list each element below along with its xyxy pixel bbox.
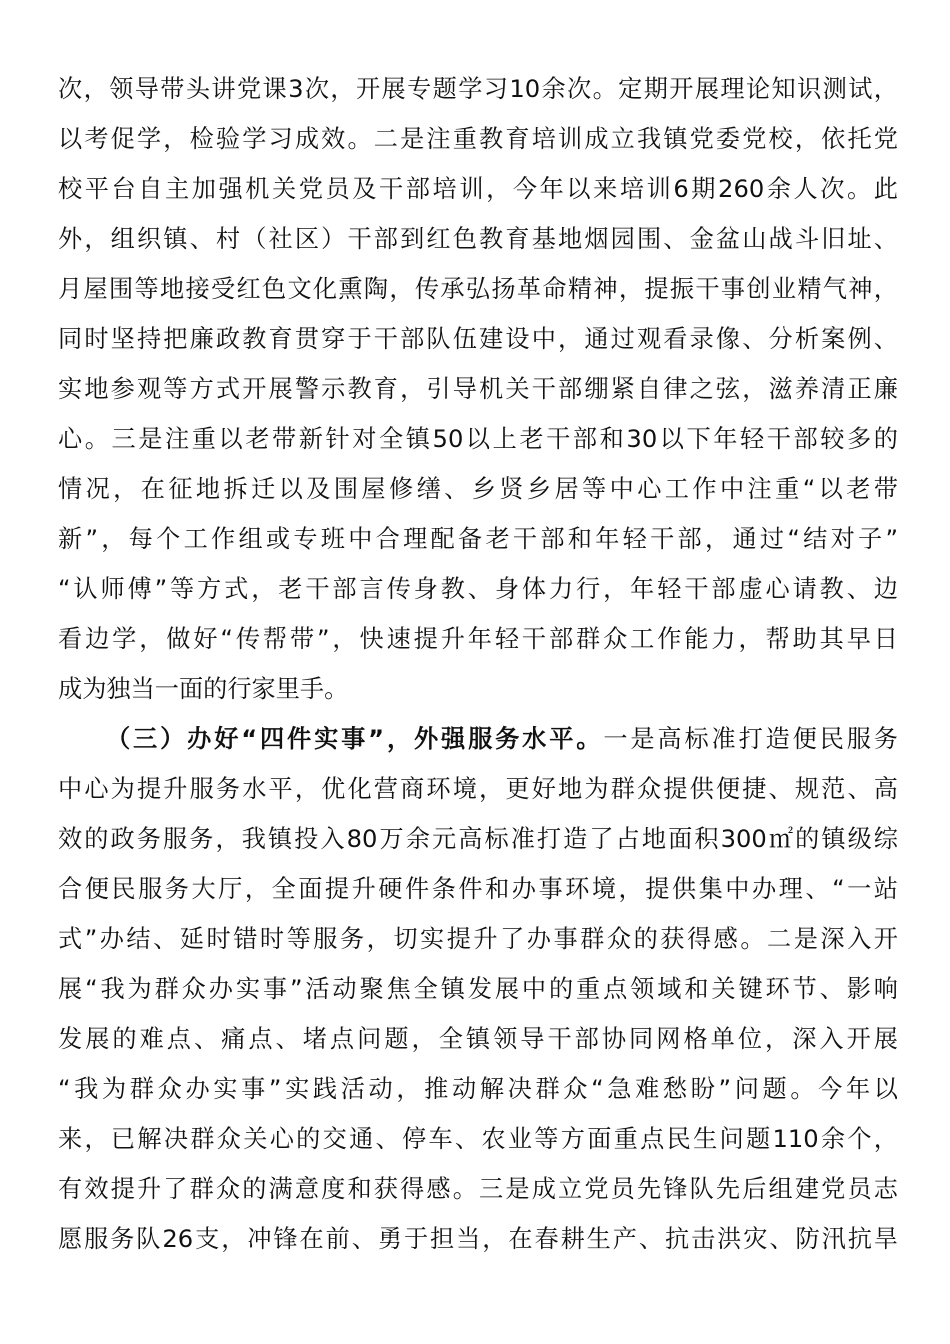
paragraph-line: 心。三是注重以老带新针对全镇50以上老干部和30以下年轻干部较多的 (58, 425, 898, 453)
paragraph-line: 展“我为群众办实事”活动聚焦全镇发展中的重点领域和关键环节、影响 (58, 975, 898, 1003)
paragraph-line: “我为群众办实事”实践活动，推动解决群众“急难愁盼”问题。今年以 (58, 1075, 898, 1103)
paragraph-line: 愿服务队26支，冲锋在前、勇于担当，在春耕生产、抗击洪灾、防汛抗旱 (58, 1225, 898, 1253)
paragraph-line: 同时坚持把廉政教育贯穿于干部队伍建设中，通过观看录像、分析案例、 (58, 325, 898, 353)
paragraph-line: 新”，每个工作组或专班中合理配备老干部和年轻干部，通过“结对子” (58, 525, 898, 553)
paragraph-line: 情况，在征地拆迁以及围屋修缮、乡贤乡居等中心工作中注重“以老带 (58, 475, 898, 503)
paragraph-line: 来，已解决群众关心的交通、停车、农业等方面重点民生问题110余个， (58, 1125, 898, 1153)
paragraph-line: 校平台自主加强机关党员及干部培训，今年以来培训6期260余人次。此 (58, 175, 898, 203)
paragraph-line: 实地参观等方式开展警示教育，引导机关干部绷紧自律之弦，滋养清正廉 (58, 375, 898, 403)
paragraph-line: 有效提升了群众的满意度和获得感。三是成立党员先锋队先后组建党员志 (58, 1175, 898, 1203)
paragraph-line: 中心为提升服务水平，优化营商环境，更好地为群众提供便捷、规范、高 (58, 775, 898, 803)
section-heading: （三）办好“四件实事”，外强服务水平。 (106, 725, 604, 753)
paragraph-line: 外，组织镇、村（社区）干部到红色教育基地烟园围、金盆山战斗旧址、 (58, 225, 898, 253)
paragraph-line: 式”办结、延时错时等服务，切实提升了办事群众的获得感。二是深入开 (58, 925, 898, 953)
section-first-line-text: 一是高标准打造便民服务 (603, 725, 898, 753)
paragraph-line: 以考促学，检验学习成效。二是注重教育培训成立我镇党委党校，依托党 (58, 125, 898, 153)
paragraph-line: 发展的难点、痛点、堵点问题，全镇领导干部协同网格单位，深入开展 (58, 1025, 898, 1053)
paragraph-line: “认师傅”等方式，老干部言传身教、身体力行，年轻干部虚心请教、边 (58, 575, 898, 603)
paragraph-line: 次，领导带头讲党课3次，开展专题学习10余次。定期开展理论知识测试， (58, 75, 898, 103)
paragraph-line: 月屋围等地接受红色文化熏陶，传承弘扬革命精神，提振干事创业精气神， (58, 275, 898, 303)
paragraph-line: 成为独当一面的行家里手。 (58, 675, 349, 703)
paragraph-line: 合便民服务大厅，全面提升硬件条件和办事环境，提供集中办理、“一站 (58, 875, 898, 903)
paragraph-line: 效的政务服务，我镇投入80万余元高标准打造了占地面积300㎡的镇级综 (58, 825, 898, 853)
paragraph-line: 看边学，做好“传帮带”，快速提升年轻干部群众工作能力，帮助其早日 (58, 625, 898, 653)
section-first-line (106, 714, 898, 764)
